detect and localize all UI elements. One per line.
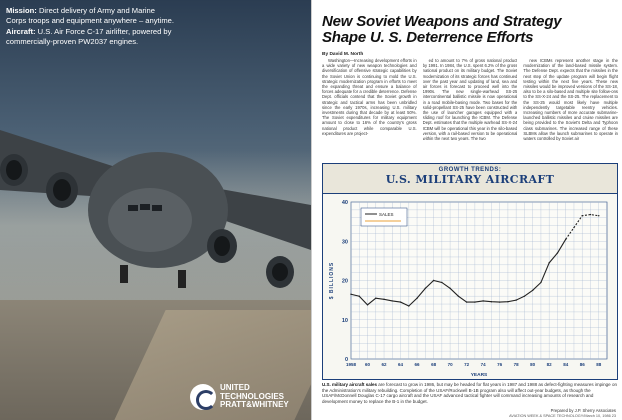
logo-text (220, 384, 289, 410)
x-axis-label: YEARS (470, 373, 488, 378)
headline-line-2: Shape U. S. Deterrence Efforts (322, 29, 534, 46)
data-point (598, 215, 599, 216)
c17-aircraft-illustration (0, 60, 311, 360)
x-tick-label: 64 (398, 362, 404, 367)
y-axis-label: $ BILLIONS (329, 261, 335, 300)
data-point (524, 296, 525, 297)
x-tick-label: 60 (365, 362, 371, 367)
data-point (565, 239, 566, 240)
y-tick-label: 20 (341, 278, 348, 285)
x-tick-label: 88 (596, 362, 602, 367)
data-point (400, 301, 401, 302)
y-tick-label: 0 (344, 357, 348, 363)
byline: By David M. North (322, 52, 364, 57)
x-tick-label: 76 (497, 362, 503, 367)
data-point (350, 294, 351, 295)
x-tick-label: 80 (530, 362, 536, 367)
data-point (466, 301, 467, 302)
caption-text: are forecast to grow in 1986, but may be headed for flat years in 1987 and 1988 as defect-fighting measures impinge on the Administration's military rebuilding. Completion of the USAF/Rockwell B-1B program also will affect out-year budgets, as though the USAF/McDonnell Douglas C-17 cargo aircraft and the USAF advanced tactical fighter will command increasing amounts of research and development money to replace the B-1 in the budget. (322, 382, 617, 404)
data-point (383, 299, 384, 300)
aircraft-label: Aircraft: (6, 27, 36, 36)
y-tick-label: 40 (341, 200, 348, 206)
data-point (416, 297, 417, 298)
data-point (499, 301, 500, 302)
logo-line-1: UNITED (220, 383, 250, 393)
x-tick-label: 1958 (345, 362, 357, 367)
chart-header (323, 164, 617, 194)
caption-lead: U.S. military aircraft sales (322, 382, 378, 387)
x-tick-label: 78 (513, 362, 519, 367)
data-point (482, 300, 483, 301)
x-tick-label: 72 (464, 362, 470, 367)
mission-text: Direct delivery of Army and Marine Corps troops and equipment anywhere – anytime. (6, 6, 175, 25)
engine-right-outer (266, 256, 294, 288)
data-point (548, 262, 549, 263)
x-tick-label: 66 (414, 362, 420, 367)
article-column-3 (523, 58, 618, 162)
data-point (557, 252, 558, 253)
logo-line-3: PRATT&WHITNEY (220, 400, 289, 410)
headline-line-1: New Soviet Weapons and Strategy (322, 13, 562, 30)
data-point (367, 304, 368, 305)
y-tick-label: 30 (341, 239, 348, 246)
data-point (474, 301, 475, 302)
article-headline (322, 14, 618, 46)
data-point (573, 227, 574, 228)
x-tick-label: 84 (563, 362, 569, 367)
article-column-2 (423, 58, 518, 162)
column-2-text: ed to amount to 7% of gross national product by 1991. In 1984, the U.S. spent 6.2% of the gross national product on its military budget. The Soviet modernization of its strategic forces has continued over the past year and updating of land, sea and air forces is forecast to proceed well into the 1990s. The new single-warhead SS-25 intercontinental ballistic missile is now operational in a road mobile-basing mode. Two bases for the solid-propellant SS-25 have been constructed with the use of launcher garages equipped with a sliding roof for launching the ICBM. The Defense Dept. estimates that the multiple warhead SS-X-24 ICBM will be operational this year in the silo-based version, with a rail-based version to be operational within the next two years. The two (422, 58, 518, 142)
x-tick-label: 70 (447, 362, 453, 367)
mission-label: Mission: (6, 6, 37, 15)
chart-supertitle: GROWTH TRENDS: (438, 167, 502, 173)
aircraft-text: U.S. Air Force C-17 airlifter, powered by commercially-proven PW2037 engines. (6, 27, 172, 46)
data-point (507, 301, 508, 302)
x-tick-label: 68 (431, 362, 437, 367)
data-point (449, 288, 450, 289)
article-column-1 (322, 58, 417, 162)
logo-line-2: TECHNOLOGIES (220, 391, 285, 401)
engine-left-inner (46, 172, 78, 208)
data-point (375, 297, 376, 298)
chart-credit: Prepared by J.P. Sherry Associates (550, 408, 616, 413)
pratt-whitney-logo-icon (190, 384, 216, 410)
chart-container (322, 163, 618, 380)
data-point (408, 305, 409, 306)
article-body (322, 58, 618, 162)
page-folio: AVIATION WEEK & SPACE TECHNOLOGY/March 10, 1986 23 (509, 414, 616, 418)
engine-right-inner (207, 229, 237, 263)
data-point (582, 215, 583, 216)
data-point (359, 296, 360, 297)
column-1-text: Washington—Increasing development efforts in a wide variety of new weapon technologies and diversification of offensive strategic capabilities by the Soviet Union is continuing to mold the U.S. strategic modernization program in efforts to meet the expanding threat and ensure a balance of forces adequate for a credible deterrence. Defense Dept. officials contend that the Soviet growth in strategic and tactical arms has been unbridled since the early 1970s, increasing U.S. military investments during that decade by at least 50%. The Soviet expenditures for military equipment amount to close to 16% of the country's gross national product while comparable U.S. expenditures are project- (322, 58, 417, 136)
legend-box (361, 208, 407, 226)
legend-label-sales: SALES (379, 212, 394, 217)
article-page (311, 0, 622, 420)
engine-left-outer (0, 154, 28, 186)
chart-title: U.S. MILITARY AIRCRAFT (385, 173, 555, 186)
ad-caption (6, 6, 176, 48)
data-point (441, 282, 442, 283)
x-tick-label: 62 (381, 362, 387, 367)
y-tick-label: 10 (341, 317, 348, 324)
data-point (425, 288, 426, 289)
data-point (433, 280, 434, 281)
data-point (458, 296, 459, 297)
x-tick-label: 82 (546, 362, 552, 367)
x-tick-label: 86 (579, 362, 585, 367)
data-point (491, 301, 492, 302)
line-chart (323, 194, 617, 379)
data-point (515, 299, 516, 300)
data-point (540, 282, 541, 283)
united-technologies-logo (190, 380, 310, 414)
x-tick-label: 74 (480, 362, 486, 367)
data-point (392, 300, 393, 301)
data-point (532, 290, 533, 291)
column-3-text: new ICBMs represent another stage in the modernization of the land-based missile system. The Defense Dept. expects that the missiles in the next step of the update program will begin flight testing within the next five years. These new missiles would be improved versions of the SS-18, also to be a silo-based and multiple site follow-ons to the SS-X-24 and the SS-25. The replacement to the SS-25 would most likely have multiple independently targetable reentry vehicles. Increasing numbers of more accurate submarine-launched ballistic missiles and cruise missiles are being provided to the Soviet's Delta and Typhoon class submarines. The increased range of these SLBMs allow the launch submarines to operate in waters controlled by Soviet air (523, 58, 619, 142)
data-point (590, 214, 591, 215)
chart-caption (322, 382, 618, 404)
